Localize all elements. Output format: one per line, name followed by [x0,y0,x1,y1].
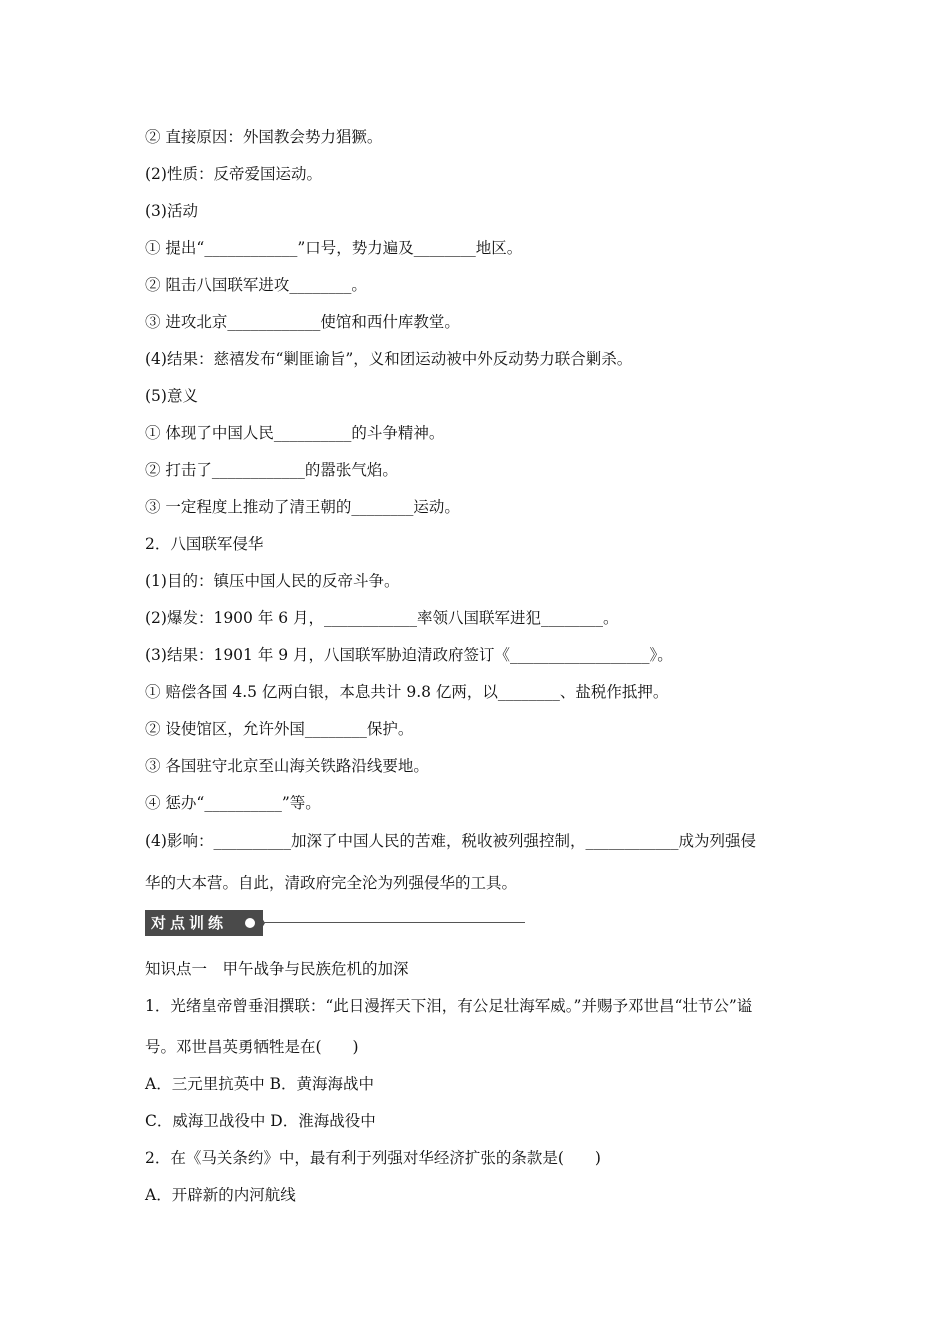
text-line: ② 阻击八国联军进攻________。 [145,276,367,294]
section-title: 对点训练 [145,910,263,936]
text-line: ② 设使馆区，允许外国________保护。 [145,720,414,738]
section-divider [263,922,525,923]
bullet-dot-icon [245,918,255,928]
answer-option: A．开辟新的内河航线 [145,1186,296,1204]
text-line: 2．八国联军侵华 [145,535,264,553]
text-line: ② 直接原因：外国教会势力猖獗。 [145,128,383,146]
text-line: (5)意义 [145,387,198,405]
text-line: ① 赔偿各国 4.5 亿两白银，本息共计 9.8 亿两，以________、盐税作抵押。 [145,683,669,701]
text-line: (2)爆发：1900 年 6 月，____________率领八国联军进犯________。 [145,609,619,627]
text-line: ④ 惩办“__________”等。 [145,794,321,812]
text-line: 华的大本营。自此，清政府完全沦为列强侵华的工具。 [145,874,518,892]
text-line: ③ 进攻北京____________使馆和西什库教堂。 [145,313,460,331]
text-line: ② 打击了____________的嚣张气焰。 [145,461,398,479]
knowledge-point-heading: 知识点一 甲午战争与民族危机的加深 [145,960,409,978]
question-text: 1．光绪皇帝曾垂泪撰联：“此日漫挥天下泪，有公足壮海军威。”并赐予邓世昌“壮节公”谥 [145,997,753,1015]
text-line: (3)结果：1901 年 9 月，八国联军胁迫清政府签订《__________________》。 [145,646,673,664]
text-line: (3)活动 [145,202,198,220]
answer-options: A．三元里抗英中 B．黄海海战中 [145,1075,375,1093]
section-notch-icon [257,910,265,936]
text-line: ① 体现了中国人民__________的斗争精神。 [145,424,445,442]
text-line: (1)目的：镇压中国人民的反帝斗争。 [145,572,400,590]
section-header [145,910,525,938]
text-line: (2)性质：反帝爱国运动。 [145,165,322,183]
text-line: ① 提出“____________”口号，势力遍及________地区。 [145,239,523,257]
text-line: (4)结果：慈禧发布“剿匪谕旨”，义和团运动被中外反动势力联合剿杀。 [145,350,633,368]
text-line: (4)影响：__________加深了中国人民的苦难，税收被列强控制，____________成为列强侵 [145,832,756,850]
question-text: 号。邓世昌英勇牺牲是在( ) [145,1038,359,1056]
answer-options: C．威海卫战役中 D．淮海战役中 [145,1112,376,1130]
text-line: ③ 各国驻守北京至山海关铁路沿线要地。 [145,757,429,775]
text-line: ③ 一定程度上推动了清王朝的________运动。 [145,498,460,516]
question-text: 2．在《马关条约》中，最有利于列强对华经济扩张的条款是( ) [145,1149,601,1167]
